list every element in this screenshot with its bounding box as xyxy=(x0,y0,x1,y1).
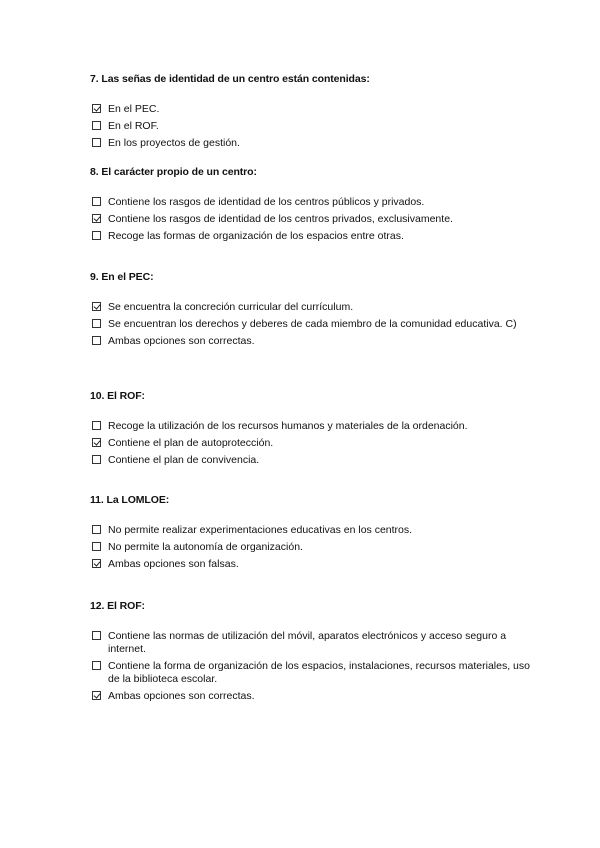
option[interactable] xyxy=(90,335,540,348)
option[interactable] xyxy=(90,660,540,686)
option-text: Contiene las normas de utilización del móvil, aparatos electrónicos y acceso seguro a internet. xyxy=(108,630,507,655)
checked-checkbox-icon[interactable] xyxy=(92,214,101,223)
option-text: Recoge la utilización de los recursos humanos y materiales de la ordenación. xyxy=(108,420,468,432)
checkbox-icon[interactable] xyxy=(92,661,101,670)
checkbox-icon[interactable] xyxy=(92,455,101,464)
question-title: 10. El ROF: xyxy=(90,390,145,402)
checkbox-icon[interactable] xyxy=(92,319,101,328)
question-title: 11. La LOMLOE: xyxy=(90,494,170,506)
option[interactable] xyxy=(90,213,540,226)
question-9 xyxy=(90,270,540,352)
question-10 xyxy=(90,389,540,471)
question-title: 8. El carácter propio de un centro: xyxy=(90,166,257,178)
option[interactable] xyxy=(90,103,540,116)
option[interactable] xyxy=(90,630,540,656)
option-text: Recoge las formas de organización de los espacios entre otras. xyxy=(108,230,404,242)
question-title: 12. El ROF: xyxy=(90,600,145,612)
option[interactable] xyxy=(90,301,540,314)
checkbox-icon[interactable] xyxy=(92,525,101,534)
checked-checkbox-icon[interactable] xyxy=(92,438,101,447)
option[interactable] xyxy=(90,437,540,450)
checkbox-icon[interactable] xyxy=(92,421,101,430)
option-text: Contiene los rasgos de identidad de los centros privados, exclusivamente. xyxy=(108,213,453,225)
checkbox-icon[interactable] xyxy=(92,231,101,240)
question-title: 9. En el PEC: xyxy=(90,271,154,283)
option-text: Contiene el plan de autoprotección. xyxy=(108,437,274,449)
option-text: En el ROF. xyxy=(108,120,159,132)
option-text: Ambas opciones son correctas. xyxy=(108,690,255,702)
option[interactable] xyxy=(90,230,540,243)
checkbox-icon[interactable] xyxy=(92,542,101,551)
option-text: Se encuentra la concreción curricular del currículum. xyxy=(108,301,354,313)
option[interactable] xyxy=(90,558,540,571)
option[interactable] xyxy=(90,524,540,537)
question-7 xyxy=(90,72,540,154)
option-text: Ambas opciones son correctas. xyxy=(108,335,255,347)
checked-checkbox-icon[interactable] xyxy=(92,559,101,568)
checked-checkbox-icon[interactable] xyxy=(92,104,101,113)
option-text: Contiene el plan de convivencia. xyxy=(108,454,260,466)
option-text: No permite la autonomía de organización. xyxy=(108,541,303,553)
checkbox-icon[interactable] xyxy=(92,138,101,147)
checked-checkbox-icon[interactable] xyxy=(92,691,101,700)
option-text: Se encuentran los derechos y deberes de cada miembro de la comunidad educativa. C) xyxy=(108,318,517,330)
checkbox-icon[interactable] xyxy=(92,631,101,640)
question-title: 7. Las señas de identidad de un centro están contenidas: xyxy=(90,73,370,85)
option-text: En los proyectos de gestión. xyxy=(108,137,240,149)
option[interactable] xyxy=(90,541,540,554)
checkbox-icon[interactable] xyxy=(92,197,101,206)
option-text: Ambas opciones son falsas. xyxy=(108,558,239,570)
option[interactable] xyxy=(90,690,540,703)
option[interactable] xyxy=(90,137,540,150)
option-text: En el PEC. xyxy=(108,103,160,115)
option-text: Contiene la forma de organización de los espacios, instalaciones, recursos materiales, uso de la biblioteca escolar. xyxy=(108,660,530,685)
checkbox-icon[interactable] xyxy=(92,336,101,345)
option[interactable] xyxy=(90,318,540,331)
question-12 xyxy=(90,599,540,707)
option[interactable] xyxy=(90,120,540,133)
question-8 xyxy=(90,165,540,247)
option-text: No permite realizar experimentaciones educativas en los centros. xyxy=(108,524,413,536)
question-11 xyxy=(90,493,540,575)
option[interactable] xyxy=(90,454,540,467)
checked-checkbox-icon[interactable] xyxy=(92,302,101,311)
option[interactable] xyxy=(90,196,540,209)
option[interactable] xyxy=(90,420,540,433)
option-text: Contiene los rasgos de identidad de los centros públicos y privados. xyxy=(108,196,425,208)
checkbox-icon[interactable] xyxy=(92,121,101,130)
